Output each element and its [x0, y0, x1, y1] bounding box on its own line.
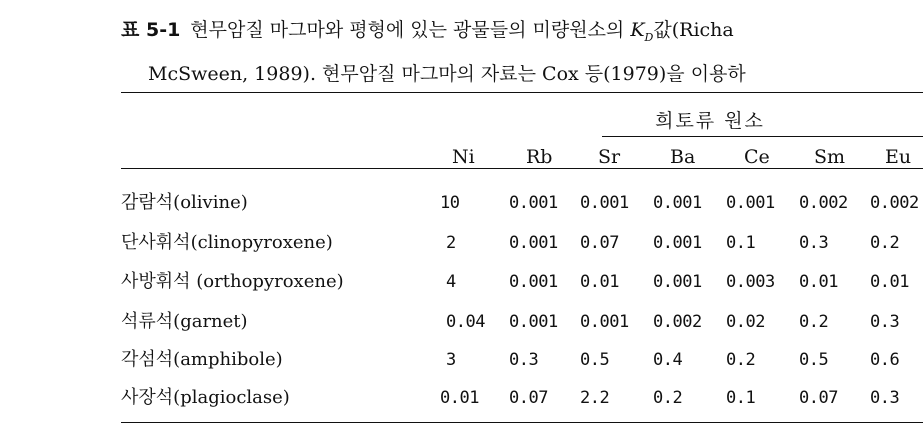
value-rb: 0.001 [509, 272, 558, 292]
mineral-name-en: (clinopyroxene) [190, 232, 333, 253]
value-ni: 10 [440, 193, 460, 213]
value-sr: 0.01 [580, 272, 619, 292]
value-sr: 2.2 [580, 388, 610, 408]
table-row [0, 305, 923, 339]
mineral-name-en: (olivine) [173, 192, 248, 213]
column-header-sm: Sm [814, 146, 846, 168]
value-rb: 0.001 [509, 312, 558, 332]
value-ni: 2 [446, 233, 456, 253]
mineral-name-en: (orthopyroxene) [190, 271, 344, 292]
group-header-rule [602, 136, 923, 137]
value-sr: 0.07 [580, 233, 619, 253]
mineral-name-ko: 사방휘석 [121, 271, 191, 292]
value-sm: 0.2 [799, 312, 829, 332]
value-sr: 0.001 [580, 312, 629, 332]
value-rb: 0.3 [509, 350, 539, 370]
table-row [0, 381, 923, 415]
mineral-name-ko: 감람석 [121, 192, 174, 213]
mineral-name [121, 265, 344, 299]
value-ba: 0.002 [653, 312, 702, 332]
value-ba: 0.001 [653, 272, 702, 292]
group-header-ree: 희토류 원소 [655, 110, 765, 132]
value-eu: 0.3 [870, 312, 900, 332]
table-bottom-rule [121, 422, 923, 423]
kd-letter: K [630, 19, 645, 41]
mineral-name-ko: 석류석 [121, 311, 174, 332]
caption-text-1: 현무암질 마그마와 평형에 있는 광물들의 미량원소의 [190, 19, 625, 41]
value-eu: 0.01 [870, 272, 909, 292]
table-top-rule [121, 92, 923, 93]
mineral-name-en: (plagioclase) [173, 387, 290, 408]
table-row [0, 186, 923, 220]
value-eu: 0.002 [870, 193, 919, 213]
table-row [0, 343, 923, 377]
mineral-name [121, 226, 333, 260]
column-header-sr: Sr [598, 146, 621, 168]
value-ba: 0.4 [653, 350, 683, 370]
value-ce: 0.1 [726, 388, 756, 408]
mineral-name-ko: 사장석 [121, 387, 174, 408]
value-sm: 0.3 [799, 233, 829, 253]
value-sm: 0.002 [799, 193, 848, 213]
kd-subscript: D [644, 30, 654, 44]
mineral-name-en: (amphibole) [173, 349, 283, 370]
caption-line-1 [121, 12, 923, 56]
mineral-name [121, 343, 283, 377]
header-bottom-rule [121, 168, 923, 169]
value-eu: 0.2 [870, 233, 900, 253]
column-header-ni: Ni [452, 146, 475, 168]
value-rb: 0.001 [509, 193, 558, 213]
value-ce: 0.001 [726, 193, 775, 213]
table-label: 표 5-1 [121, 19, 181, 41]
column-header-ba: Ba [670, 146, 696, 168]
value-rb: 0.07 [509, 388, 548, 408]
value-sr: 0.001 [580, 193, 629, 213]
value-eu: 0.3 [870, 388, 900, 408]
value-ni: 0.01 [440, 388, 479, 408]
mineral-name-ko: 각섬석 [121, 349, 174, 370]
value-sm: 0.01 [799, 272, 838, 292]
value-sm: 0.5 [799, 350, 829, 370]
column-header-ce: Ce [744, 146, 770, 168]
value-ce: 0.1 [726, 233, 756, 253]
value-ce: 0.02 [726, 312, 765, 332]
value-eu: 0.6 [870, 350, 900, 370]
value-sr: 0.5 [580, 350, 610, 370]
value-ce: 0.003 [726, 272, 775, 292]
mineral-name [121, 381, 290, 415]
mineral-name [121, 305, 248, 339]
value-ni: 0.04 [446, 312, 485, 332]
mineral-name [121, 186, 248, 220]
table-row [0, 226, 923, 260]
table-row [0, 265, 923, 299]
caption-text-1-end: 값(Richa [653, 19, 734, 41]
table-caption [121, 12, 923, 92]
value-ce: 0.2 [726, 350, 756, 370]
caption-line-2: McSween, 1989). 현무암질 마그마의 자료는 Cox 등(1979)을 이용하 [148, 62, 746, 85]
value-rb: 0.001 [509, 233, 558, 253]
value-ni: 3 [446, 350, 456, 370]
value-ba: 0.001 [653, 233, 702, 253]
value-ba: 0.2 [653, 388, 683, 408]
column-header-rb: Rb [526, 146, 553, 168]
value-ni: 4 [446, 272, 456, 292]
mineral-name-ko: 단사휘석 [121, 232, 191, 253]
value-ba: 0.001 [653, 193, 702, 213]
mineral-name-en: (garnet) [173, 311, 248, 332]
column-header-eu: Eu [885, 146, 912, 168]
kd-symbol [630, 19, 654, 44]
value-sm: 0.07 [799, 388, 838, 408]
